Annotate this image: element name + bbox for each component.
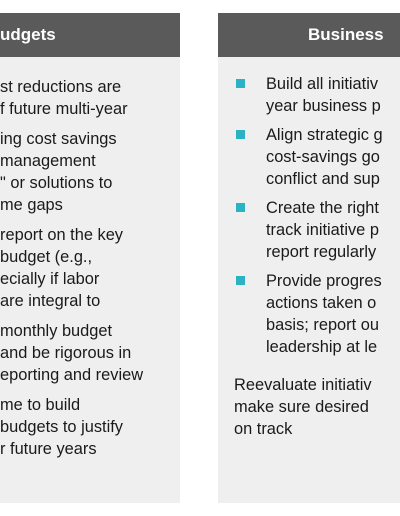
business-panel-header: Business bbox=[218, 13, 400, 57]
business-line: Align strategic g bbox=[266, 126, 383, 144]
business-line: leadership at le bbox=[266, 338, 378, 356]
business-line: Build all initiativ bbox=[266, 75, 379, 93]
business-line: actions taken o bbox=[266, 294, 377, 312]
budgets-line: report on the key bbox=[0, 226, 124, 244]
business-bullet-item bbox=[236, 124, 400, 190]
business-line: year business p bbox=[266, 97, 381, 115]
budgets-panel bbox=[0, 13, 180, 503]
business-line: report regularly bbox=[266, 243, 377, 261]
business-line: Provide progres bbox=[266, 272, 382, 290]
business-bullet-item bbox=[236, 197, 400, 263]
budgets-spacer bbox=[0, 120, 143, 128]
business-panel bbox=[218, 13, 400, 503]
budgets-line: r future years bbox=[0, 440, 97, 458]
budgets-line: me gaps bbox=[0, 196, 63, 214]
business-closing-text bbox=[234, 374, 372, 440]
business-line: basis; report ou bbox=[266, 316, 379, 334]
budgets-line: me to build bbox=[0, 396, 81, 414]
budgets-panel-header: udgets bbox=[0, 13, 180, 57]
budgets-line: and be rigorous in bbox=[0, 344, 132, 362]
business-line: conflict and sup bbox=[266, 170, 380, 188]
budgets-line: monthly budget bbox=[0, 322, 113, 340]
budgets-panel-body bbox=[0, 76, 143, 460]
budgets-spacer bbox=[0, 312, 143, 320]
square-bullet-icon bbox=[236, 79, 245, 88]
business-tail-line: on track bbox=[234, 420, 293, 438]
business-tail-line: Reevaluate initiativ bbox=[234, 376, 372, 394]
budgets-spacer bbox=[0, 216, 143, 224]
budgets-line: are integral to bbox=[0, 292, 101, 310]
business-line: Create the right bbox=[266, 199, 379, 217]
budgets-line: f future multi-year bbox=[0, 100, 128, 118]
budgets-line: eporting and review bbox=[0, 366, 144, 384]
budgets-line: ing cost savings bbox=[0, 130, 117, 148]
budgets-line: budgets to justify bbox=[0, 418, 124, 436]
budgets-spacer bbox=[0, 386, 143, 394]
square-bullet-icon bbox=[236, 203, 245, 212]
square-bullet-icon bbox=[236, 276, 245, 285]
budgets-line: st reductions are bbox=[0, 78, 122, 96]
budgets-line: ecially if labor bbox=[0, 270, 100, 288]
business-line: track initiative p bbox=[266, 221, 379, 239]
business-line: cost-savings go bbox=[266, 148, 380, 166]
business-bullet-item bbox=[236, 270, 400, 358]
budgets-line: budget (e.g., bbox=[0, 248, 93, 266]
budgets-line: management bbox=[0, 152, 96, 170]
business-tail-line: make sure desired bbox=[234, 398, 369, 416]
business-bullet-item bbox=[236, 73, 400, 117]
business-bullet-list bbox=[236, 73, 400, 365]
budgets-line: " or solutions to bbox=[0, 174, 113, 192]
square-bullet-icon bbox=[236, 130, 245, 139]
